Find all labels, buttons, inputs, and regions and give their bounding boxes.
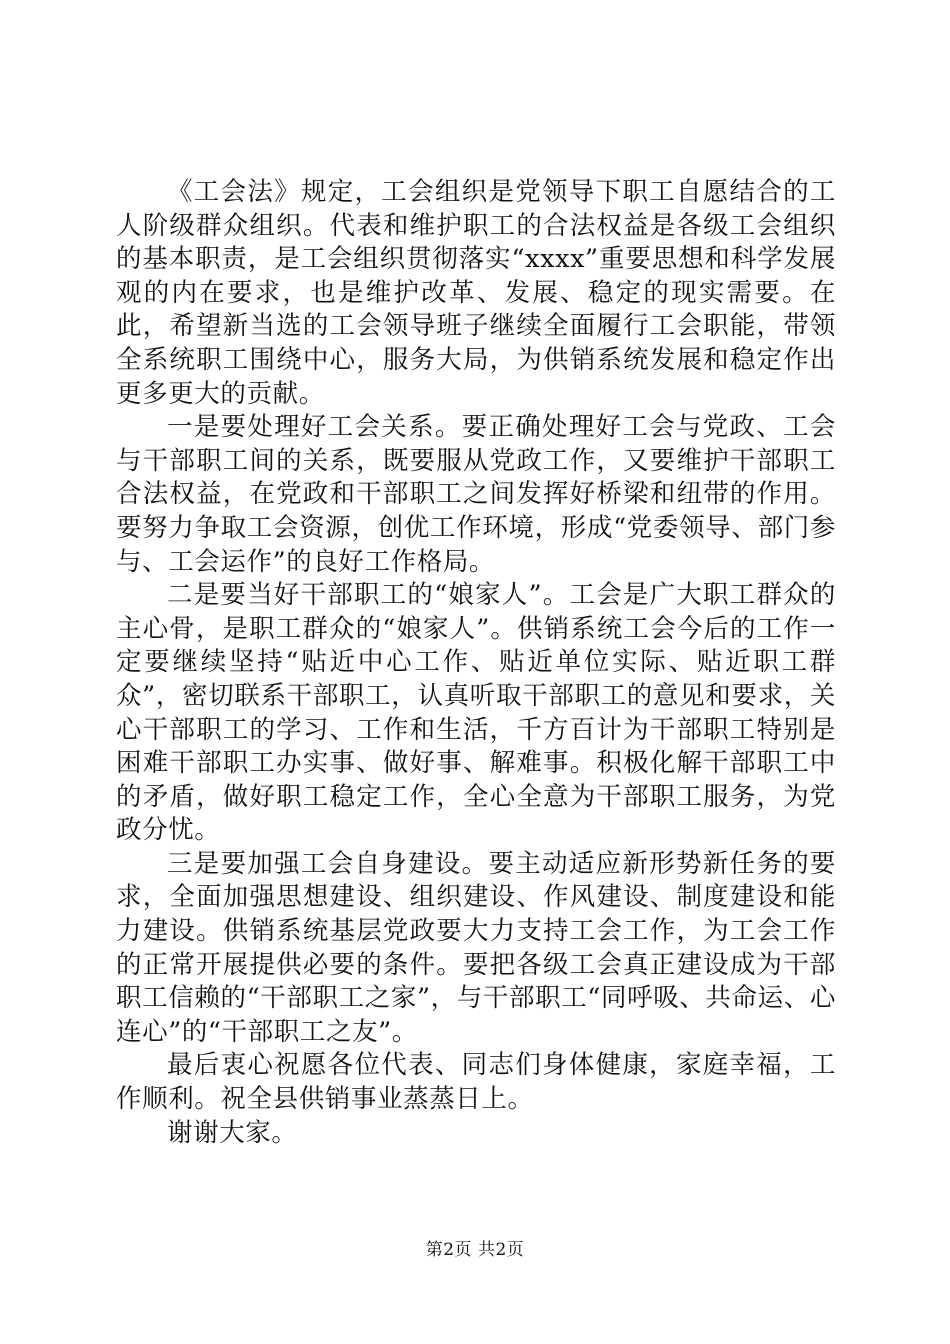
document-body [116, 176, 836, 1150]
paragraph-thanks: 谢谢大家。 [167, 1117, 298, 1148]
paragraph-labor-union-law: 《工会法》规定，工会组织是党领导下职工自愿结合的工人阶级群众组织。代表和维护职工的合法权益是各级工会组织的基本职责，是工会组织贯彻落实“xxxx”重要思想和科学发展观的内在要求，也是维护改革、发展、稳定的现实需要。在此，希望新当选的工会领导班子继续全面履行工会职能，带领全系统职工围绕中心，服务大局，为供销系统发展和稳定作出更多更大的贡献。 [116, 177, 836, 409]
paragraph-point-one: 一是要处理好工会关系。要正确处理好工会与党政、工会与干部职工间的关系，既要服从党政工作，又要维护干部职工合法权益，在党政和干部职工之间发挥好桥梁和纽带的作用。要努力争取工会资源，创优工作环境，形成“党委领导、部门参与、工会运作”的良好工作格局。 [116, 412, 836, 577]
paragraph-closing-wishes: 最后衷心祝愿各位代表、同志们身体健康，家庭幸福，工作顺利。祝全县供销事业蒸蒸日上。 [116, 1050, 836, 1115]
paragraph-point-two: 二是要当好干部职工的“娘家人”。工会是广大职工群众的主心骨，是职工群众的“娘家人”。供销系统工会今后的工作一定要继续坚持“贴近中心工作、贴近单位实际、贴近职工群众”，密切联系干部职工，认真听取干部职工的意见和要求，关心干部职工的学习、工作和生活，千方百计为干部职工特别是困难干部职工办实事、做好事、解难事。积极化解干部职工中的矛盾，做好职工稳定工作，全心全意为干部职工服务，为党政分忧。 [116, 580, 836, 846]
paragraph-point-three: 三是要加强工会自身建设。要主动适应新形势新任务的要求，全面加强思想建设、组织建设、作风建设、制度建设和能力建设。供销系统基层党政要大力支持工会工作，为工会工作的正常开展提供必要的条件。要把各级工会真正建设成为干部职工信赖的“干部职工之家”，与干部职工“同呼吸、共命运、心连心”的“干部职工之友”。 [116, 848, 836, 1047]
page-number-footer: 第2页 共2页 [425, 1240, 525, 1260]
